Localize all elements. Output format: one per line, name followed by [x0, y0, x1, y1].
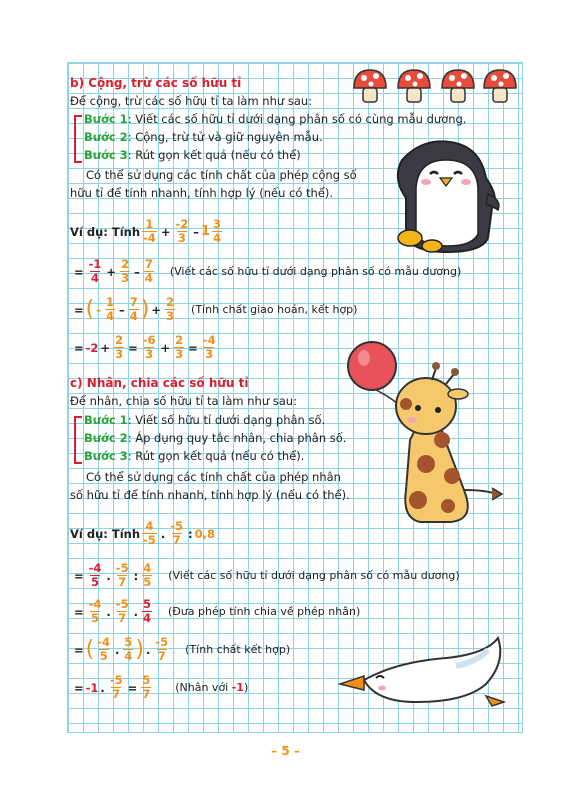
note: (Nhân với -1) [175, 681, 249, 694]
fraction: $\frac{2}{3}$ [115, 333, 124, 361]
steps-bracket [74, 416, 82, 464]
penguin-illustration [392, 138, 504, 254]
equation-row: = ( $\frac{-4}{5}$ . $\frac{5}{4}$ ) . $\frac{-5}{7}$ (Tính chất kết hợp) [74, 635, 291, 663]
fraction: $\frac{7}{4}$ [129, 295, 138, 323]
example-c: Ví dụ: Tính $\frac{4}{-5}$ . $\frac{-5}{7}$ : 0,8 [70, 519, 215, 547]
fraction: $\frac{-6}{3}$ [142, 333, 156, 361]
fraction: $\frac{5}{7}$ [142, 673, 151, 701]
giraffe-illustration [346, 340, 521, 530]
fraction: $\frac{5}{4}$ [124, 635, 133, 663]
fraction: $\frac{-4}{5}$ [97, 635, 111, 663]
equation-row: = -1 . $\frac{-5}{7}$ = $\frac{5}{7}$ (Nhân với -1) [74, 673, 249, 701]
fraction: $\frac{2}{3}$ [175, 333, 184, 361]
section-b-paragraph-line-1: Có thể sử dụng các tính chất của phép cộng số [86, 168, 357, 182]
fraction: $\frac{-1}{4}$ [88, 257, 102, 285]
fraction: $\frac{4}{5}$ [143, 561, 152, 589]
fraction: $\frac{-4}{5}$ [88, 561, 102, 589]
section-c-paragraph-line-1: Có thể sử dụng các tính chất của phép nhân [86, 470, 341, 484]
fraction: $\frac{3}{4}$ [213, 217, 222, 245]
step-1: Bước 1: Viết các số hữu tỉ dưới dạng phân số có cùng mẫu dương. [84, 112, 467, 126]
fraction: $\frac{1}{4}$ [106, 295, 115, 323]
equation-row: = $\frac{-4}{5}$ . $\frac{-5}{7}$ . $\frac{5}{4}$ (Đưa phép tính chia về phép nhân) [74, 597, 361, 625]
fraction: $\frac{-5}{7}$ [155, 635, 169, 663]
fraction: $\frac{4}{-5}$ [143, 519, 156, 547]
example-b: Ví dụ: Tính $\frac{1}{-4}$ + $\frac{-2}{3}$ – 1 $\frac{3}{4}$ [70, 217, 222, 245]
fraction: $\frac{1}{-4}$ [143, 217, 156, 245]
fraction: $\frac{-5}{7}$ [170, 519, 183, 547]
page-number: – 5 – [271, 744, 300, 758]
section-b-intro: Để cộng, trừ các số hữu tỉ ta làm như sau: [70, 94, 313, 108]
step-2: Bước 2: Áp dụng quy tắc nhân, chia phân số. [84, 431, 347, 445]
step-3: Bước 3: Rút gọn kết quả (nếu có thể) [84, 148, 301, 162]
fraction: $\frac{-2}{3}$ [175, 217, 189, 245]
section-c-paragraph-line-2: số hữu tỉ để tính nhanh, tính hợp lý (nếu có thể). [70, 488, 350, 502]
step-3: Bước 3: Rút gọn kết quả (nếu có thể). [84, 449, 305, 463]
fraction: $\frac{2}{3}$ [121, 257, 130, 285]
fraction: $\frac{2}{3}$ [166, 295, 175, 323]
steps-bracket [74, 115, 82, 163]
section-b-heading: b) Cộng, trừ các số hữu tỉ [70, 76, 242, 90]
goose-illustration [336, 632, 518, 712]
equation-row: = ( - $\frac{1}{4}$ – $\frac{7}{4}$ ) + $\frac{2}{3}$ (Tính chất giao hoán, kết hợp) [74, 295, 358, 323]
step-2: Bước 2: Cộng, trừ tử và giữ nguyên mẫu. [84, 130, 323, 144]
fraction: $\frac{7}{4}$ [144, 257, 153, 285]
equation-row: = $\frac{-4}{5}$ . $\frac{-5}{7}$ : $\frac{4}{5}$ (Viết các số hữu tỉ dưới dạng phân số có mẫu dương) [74, 561, 460, 589]
fraction: $\frac{5}{4}$ [142, 597, 151, 625]
step-1: Bước 1: Viết số hữu tỉ dưới dạng phân số. [84, 413, 326, 427]
section-c-intro: Để nhân, chia số hữu tỉ ta làm như sau: [70, 394, 297, 408]
fraction: $\frac{-4}{5}$ [88, 597, 102, 625]
section-c-heading: c) Nhân, chia các số hữu tỉ [70, 376, 249, 390]
section-b-paragraph-line-2: hữu tỉ để tính nhanh, tính hợp lý (nếu có thể). [70, 186, 334, 200]
fraction: $\frac{-4}{3}$ [202, 333, 216, 361]
fraction: $\frac{-5}{7}$ [115, 597, 129, 625]
fraction: $\frac{-5}{7}$ [115, 561, 129, 589]
fraction: $\frac{-5}{7}$ [109, 673, 123, 701]
mushroom-decoration [352, 66, 522, 106]
equation-row: = -2 + $\frac{2}{3}$ = $\frac{-6}{3}$ + $\frac{2}{3}$ = $\frac{-4}{3}$ [74, 333, 216, 361]
equation-row: = $\frac{-1}{4}$ + $\frac{2}{3}$ – $\frac{7}{4}$ (Viết các số hữu tỉ dưới dạng phân số có mẫu dương) [74, 257, 462, 285]
